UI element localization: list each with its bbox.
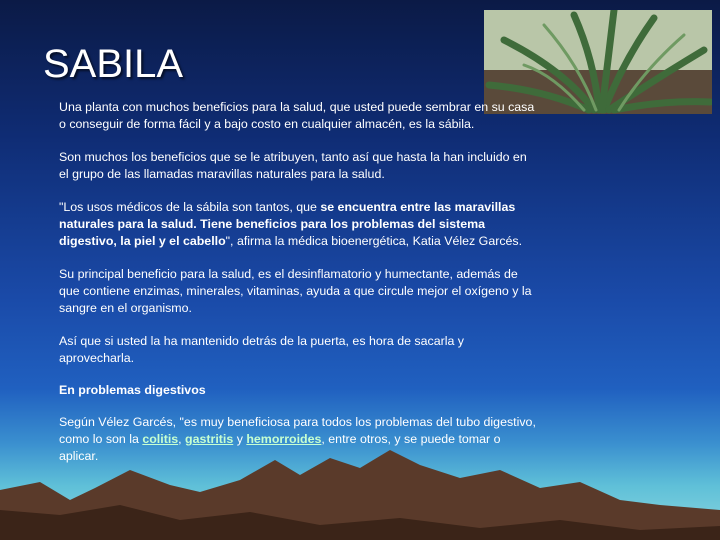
- separator-2: y: [233, 432, 247, 446]
- link-gastritis[interactable]: gastritis: [185, 432, 234, 446]
- quote-start: "Los usos médicos de la sábila son tantos, que: [59, 200, 321, 214]
- paragraph-use: Así que si usted la ha mantenido detrás de la puerta, es hora de sacarla y aprovecharla.: [59, 334, 465, 365]
- section-heading-digestive: [59, 382, 539, 399]
- paragraph-principal-benefit: Su principal beneficio para la salud, es el desinflamatorio y humectante, además de que contiene enzimas, minerales, vitaminas, ayuda a que circule mejor el oxígeno y la sangre en el organismo.: [59, 267, 532, 315]
- slide-body: [59, 99, 539, 481]
- link-hemorroides[interactable]: hemorroides: [246, 432, 322, 446]
- paragraph-benefits: Son muchos los beneficios que se le atribuyen, tanto así que hasta la han incluido en el grupo de las llamadas maravillas naturales para la salud.: [59, 150, 527, 181]
- separator-1: ,: [178, 432, 186, 446]
- slide-title: SABILA: [43, 42, 184, 86]
- paragraph-quote: [59, 199, 539, 250]
- quote-bold: se encuentra entre las maravillas naturales para la salud. Tiene beneficios para los problemas del sistema digestivo, la piel y el cabello: [59, 200, 516, 248]
- paragraph-intro: Una planta con muchos beneficios para la salud, que usted puede sembrar en su casa o conseguir de forma fácil y a bajo costo en cualquier almacén, es la sábila.: [59, 100, 535, 131]
- quote-end: ", afirma la médica bioenergética, Katia Vélez Garcés.: [225, 234, 523, 248]
- link-colitis[interactable]: colitis: [142, 432, 179, 446]
- paragraph-digestive: [59, 414, 539, 465]
- digestive-start: Según Vélez Garcés, "es muy beneficiosa para todos los problemas del tubo digestivo, como lo son la: [59, 415, 536, 446]
- heading-digestive: En problemas digestivos: [59, 383, 206, 397]
- digestive-end: , entre otros, y se puede tomar o aplicar.: [59, 432, 501, 463]
